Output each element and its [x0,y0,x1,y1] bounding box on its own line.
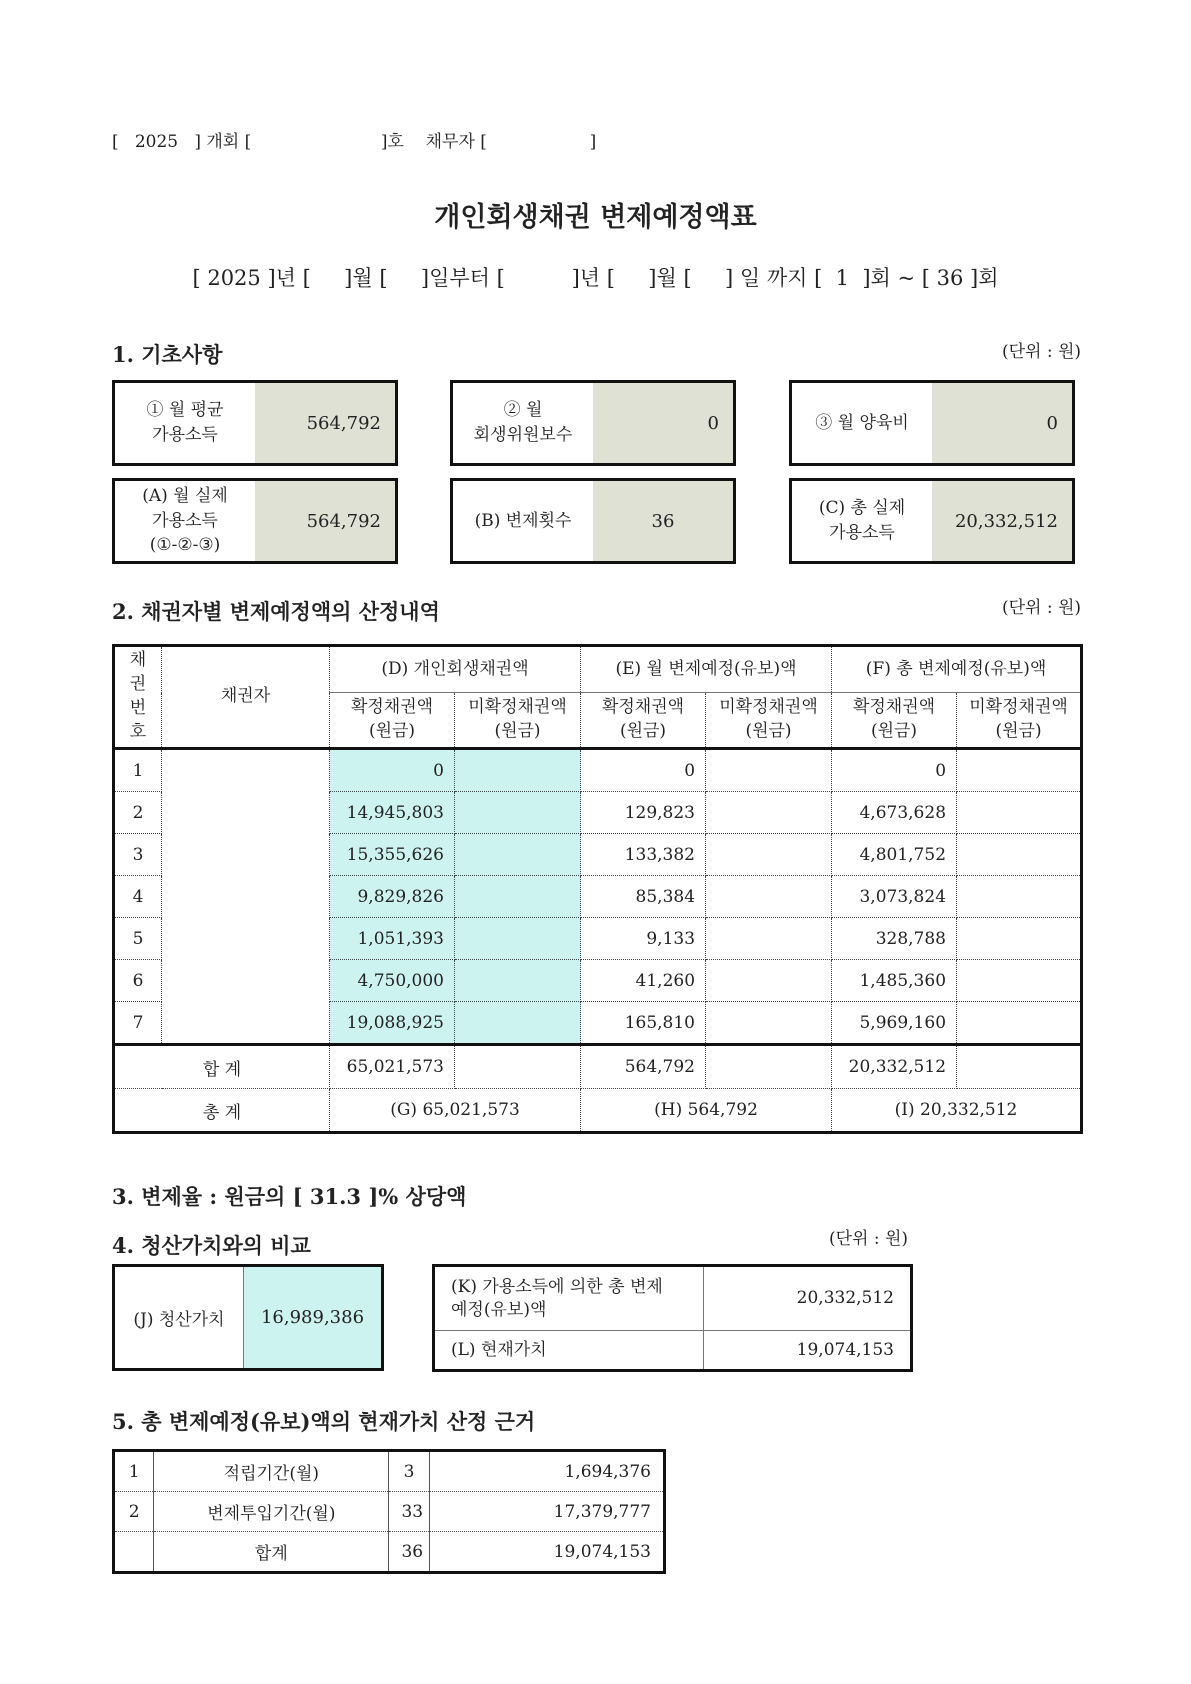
sum-e-unconfirmed [706,1045,832,1089]
f-unconfirmed [957,1002,1082,1045]
f-unconfirmed [957,876,1082,918]
sum-label: 합 계 [114,1045,330,1089]
payment-count-value: 36 [593,481,733,561]
avg-income-label: ① 월 평균 가용소득 [146,400,224,445]
section4-heading: 4. 청산가치와의 비교 [112,1233,311,1258]
creditor-name [162,918,330,960]
creditor-name [162,792,330,834]
header-f: (F) 총 변제예정(유보)액 [832,646,1082,693]
child-support-value: 0 [932,383,1072,463]
creditor-no: 5 [114,918,162,960]
d-unconfirmed [455,792,581,834]
f-confirmed: 1,485,360 [832,960,957,1002]
section1-unit: (단위 : 원) [1002,342,1082,362]
d-unconfirmed [455,834,581,876]
liquidation-value-label: (J) 청산가치 [115,1267,244,1368]
creditor-row [114,960,1082,1002]
creditor-row [114,749,1082,792]
header-d-unconfirmed: 미확정채권액 (원금) [455,693,581,749]
k-label: (K) 가용소득에 의한 총 변제 예정(유보)액 [434,1266,704,1331]
creditor-name [162,876,330,918]
actual-income-box [112,478,398,564]
d-confirmed: 4,750,000 [330,960,455,1002]
child-support-box [789,380,1075,466]
e-confirmed: 41,260 [581,960,706,1002]
creditor-row [114,792,1082,834]
d-unconfirmed [455,1002,581,1045]
header-f-confirmed: 확정채권액 (원금) [832,693,957,749]
d-confirmed: 15,355,626 [330,834,455,876]
f-confirmed: 0 [832,749,957,792]
pv-row [114,1451,665,1492]
e-confirmed: 129,823 [581,792,706,834]
section2-heading: 2. 채권자별 변제예정액의 산정내역 [112,599,440,624]
case-number-line: [ 2025 ] 개회 [ ]호 채무자 [ ] [112,132,597,152]
trustee-fee-value: 0 [593,383,733,463]
d-confirmed: 1,051,393 [330,918,455,960]
header-e-confirmed: 확정채권액 (원금) [581,693,706,749]
e-unconfirmed [706,876,832,918]
total-income-label: (C) 총 실제 가용소득 [818,498,906,543]
grand-i: (I) 20,332,512 [832,1089,1082,1133]
pv-months: 3 [389,1451,429,1492]
f-confirmed: 5,969,160 [832,1002,957,1045]
e-unconfirmed [706,792,832,834]
payment-count-label: (B) 변제횟수 [474,510,572,531]
sum-row [114,1045,1082,1089]
section1-heading: 1. 기초사항 [112,342,223,367]
actual-income-label: (A) 월 실제 가용소득 (①-②-③) [142,486,228,556]
d-confirmed: 19,088,925 [330,1002,455,1045]
liquidation-value: 16,989,386 [244,1267,381,1368]
pv-row [114,1532,665,1573]
f-confirmed: 4,673,628 [832,792,957,834]
present-value-table [112,1449,666,1574]
pv-no [114,1532,154,1573]
section4-unit: (단위 : 원) [829,1229,909,1249]
trustee-fee-box [450,380,736,466]
d-confirmed: 14,945,803 [330,792,455,834]
header-f-unconfirmed: 미확정채권액 (원금) [957,693,1082,749]
e-unconfirmed [706,749,832,792]
e-confirmed: 85,384 [581,876,706,918]
avg-income-value: 564,792 [255,383,395,463]
pv-months: 36 [389,1532,429,1573]
liquidation-value-box [112,1264,384,1371]
pv-amount: 19,074,153 [429,1532,664,1573]
avg-income-box [112,380,398,466]
sum-e: 564,792 [581,1045,706,1089]
creditor-no: 1 [114,749,162,792]
section2-unit: (단위 : 원) [1002,598,1082,618]
header-creditor-no: 채권 번호 [114,646,162,749]
creditor-no: 6 [114,960,162,1002]
sum-d-unconfirmed [455,1045,581,1089]
comparison-table [432,1264,913,1372]
pv-no: 1 [114,1451,154,1492]
grand-label: 총 계 [114,1089,330,1133]
header-e: (E) 월 변제예정(유보)액 [581,646,832,693]
creditor-no: 4 [114,876,162,918]
f-unconfirmed [957,960,1082,1002]
creditor-no: 3 [114,834,162,876]
sum-f: 20,332,512 [832,1045,957,1089]
f-unconfirmed [957,792,1082,834]
actual-income-value: 564,792 [255,481,395,561]
header-e-unconfirmed: 미확정채권액 (원금) [706,693,832,749]
d-unconfirmed [455,918,581,960]
header-creditor: 채권자 [162,646,330,749]
e-unconfirmed [706,1002,832,1045]
e-confirmed: 133,382 [581,834,706,876]
sum-f-unconfirmed [957,1045,1082,1089]
l-label: (L) 현재가치 [434,1331,704,1371]
e-confirmed: 9,133 [581,918,706,960]
l-value: 19,074,153 [796,1339,894,1360]
f-unconfirmed [957,749,1082,792]
total-income-value: 20,332,512 [932,481,1072,561]
creditor-row [114,834,1082,876]
sum-d: 65,021,573 [330,1045,455,1089]
section3-heading: 3. 변제율 : 원금의 [ 31.3 ]% 상당액 [112,1184,467,1209]
creditor-no: 7 [114,1002,162,1045]
f-confirmed: 328,788 [832,918,957,960]
pv-label: 합계 [154,1532,389,1573]
e-confirmed: 0 [581,749,706,792]
creditor-name [162,749,330,792]
total-income-box [789,478,1075,564]
trustee-fee-label: ② 월 회생위원보수 [473,400,573,445]
f-confirmed: 4,801,752 [832,834,957,876]
pv-amount: 1,694,376 [429,1451,664,1492]
grand-h: (H) 564,792 [581,1089,832,1133]
grand-g: (G) 65,021,573 [330,1089,581,1133]
child-support-label: ③ 월 양육비 [815,412,909,433]
pv-label: 적립기간(월) [154,1451,389,1492]
header-d: (D) 개인회생채권액 [330,646,581,693]
grand-total-row [114,1089,1082,1133]
header-d-confirmed: 확정채권액 (원금) [330,693,455,749]
d-unconfirmed [455,749,581,792]
pv-row [114,1492,665,1532]
d-confirmed: 9,829,826 [330,876,455,918]
creditor-row [114,1002,1082,1045]
e-unconfirmed [706,960,832,1002]
e-unconfirmed [706,918,832,960]
f-confirmed: 3,073,824 [832,876,957,918]
payment-count-box [450,478,736,564]
f-unconfirmed [957,834,1082,876]
period-line: [ 2025 ]년 [ ]월 [ ]일부터 [ ]년 [ ]월 [ ] 일 까지 [ 1 ]회 ~ [ 36 ]회 [192,266,999,290]
creditor-name [162,1002,330,1045]
pv-amount: 17,379,777 [429,1492,664,1532]
e-unconfirmed [706,834,832,876]
creditor-name [162,960,330,1002]
creditor-row [114,918,1082,960]
document-title: 개인회생채권 변제예정액표 [434,202,757,233]
e-confirmed: 165,810 [581,1002,706,1045]
d-confirmed: 0 [330,749,455,792]
creditor-name [162,834,330,876]
k-value: 20,332,512 [703,1266,911,1331]
creditor-no: 2 [114,792,162,834]
section5-heading: 5. 총 변제예정(유보)액의 현재가치 산정 근거 [112,1409,536,1434]
creditor-row [114,876,1082,918]
f-unconfirmed [957,918,1082,960]
d-unconfirmed [455,960,581,1002]
d-unconfirmed [455,876,581,918]
pv-label: 변제투입기간(월) [154,1492,389,1532]
pv-months: 33 [389,1492,429,1532]
repayment-table [112,644,1083,1134]
pv-no: 2 [114,1492,154,1532]
